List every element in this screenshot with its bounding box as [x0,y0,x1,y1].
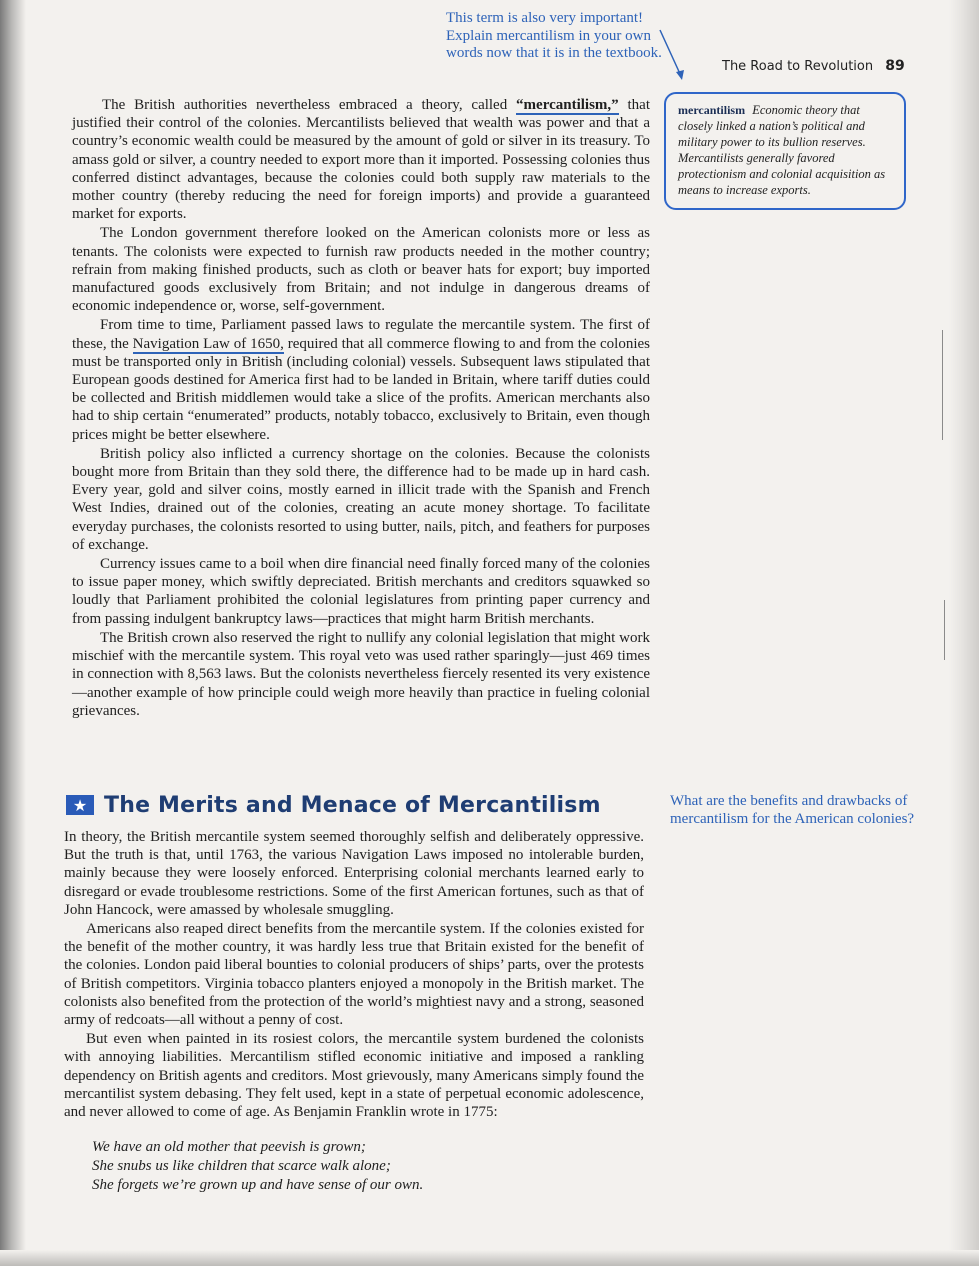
paragraph: But even when painted in its rosiest colors, the mercantile system burdened the colonists with annoying liabilities. Mercantilism stifled economic initiative and imposed a rankling dependency on British agents and creditors. Most grievously, many Americans simply found the mercantilist system debasing. They felt used, kept in a state of perpetual economic adolescence, and never allowed to come of age. As Benjamin Franklin wrote in 1775: [64,1031,644,1121]
poem-line: She forgets we’re grown up and have sense of our own. [92,1177,424,1193]
glossary-term: mercantilism [678,103,746,117]
section-body [64,828,644,1122]
arrow-icon [656,28,686,84]
body-text [72,96,650,720]
poem-quote [92,1138,592,1195]
text-run: The British authorities nevertheless embraced a theory, called [102,97,517,113]
section-title: The Merits and Menace of Mercantilism [104,792,601,818]
poem-line: We have an old mother that peevish is grown; [92,1139,366,1155]
page-bottom-shadow [0,1250,979,1266]
page-gutter-shadow [0,0,26,1266]
text-run: that justified their control of the colonies. Mercantilists believed that wealth was power and that a country’s economic wealth could be measured by the amount of gold or silver in its treasury. To amass gold or silver, a country needed to export more than it imported. Possessing colonies thus conferred distinct advantages, because the colonies could both supply raw materials to the mother country (thereby reducing the need for foreign imports) and provide a guaranteed market for exports. [72,97,650,223]
glossary-definition: Economic theory that closely linked a nation’s political and military power to its bullion reserves. Mercantilists generally favored protectionism and colonial acquisition as means to increase exports. [678,103,886,197]
paragraph: In theory, the British mercantile system seemed thoroughly selfish and deliberately oppressive. But the truth is that, until 1763, the various Navigation Laws imposed no intolerable burden, mainly because they were loosely enforced. Enterprising colonial merchants learned early to disregard or evade troublesome restrictions. Some of the first American fortunes, such as that of John Hancock, were amassed by wholesale smuggling. [64,829,644,918]
running-head [722,58,905,74]
star-icon: ★ [66,795,94,815]
handwritten-note: This term is also very important! Explain mercantilism in your own words now that it is in the textbook. [446,10,662,61]
page-edge-shadow [949,0,979,1266]
page-number: 89 [885,58,905,74]
margin-mark [944,600,945,660]
paragraph [72,316,650,443]
paragraph: The London government therefore looked on the American colonists more or less as tenants. The colonists were expected to furnish raw products needed in the mother country; refrain from making finished products, such as cloth or beaver hats for export; buy imported manufactured goods exclusively from Britain; and not indulge in dangerous dreams of economic independence or, worse, self-government. [72,225,650,315]
text-run: From time to time, Parliament passed laws to regulate the mercantile system. The first of these, the [72,317,650,352]
paragraph: The British crown also reserved the right to nullify any colonial legislation that might work mischief with the mercantile system. This royal veto was used rather sparingly—just 469 times in connection with 8,563 laws. But the colonists nevertheless fiercely resented its very existence—another example of how principle could weigh more heavily than practice in fueling colonial grievances. [72,629,650,719]
key-term-navigation-law: Navigation Law of 1650, [132,335,284,352]
paragraph: British policy also inflicted a currency shortage on the colonies. Because the colonists bought more from Britain than they sold there, the difference had to be made up in hard cash. Every year, gold and silver coins, mostly earned in illicit trade with the Spanish and French West Indies, drained out of the colonies, creating an acute money shortage. To facilitate everyday purchases, the colonists resorted to using butter, nails, pitch, and feathers for purposes of exchange. [72,445,650,553]
paragraph: Currency issues came to a boil when dire financial need finally forced many of the colonies to issue paper money, which swiftly depreciated. British merchants and creditors squawked so loudly that Parliament prohibited the colonial legislatures from printing paper currency and from passing indulgent bankruptcy laws—practices that might harm British merchants. [72,556,650,627]
section-heading [66,790,601,820]
glossary-box [664,92,906,210]
key-term-mercantilism: “mercantilism,” [516,97,619,113]
paragraph: Americans also reaped direct benefits from the mercantile system. If the colonies existed for the benefit of the mother country, it was hardly less true that Britain existed for the benefit of the colonies. London paid liberal bounties to colonial producers of ships’ parts, over the protests of British competitors. Virginia tobacco planters enjoyed a monopoly in the British market. The colonists also benefited from the protection of the world’s mightiest navy and a strong, seasoned army of redcoats—all without a penny of cost. [64,921,644,1029]
paragraph [72,96,650,223]
chapter-title: The Road to Revolution [722,59,874,74]
poem-line: She snubs us like children that scarce walk alone; [92,1158,391,1174]
margin-mark [942,330,943,440]
margin-question: What are the benefits and drawbacks of mercantilism for the American colonies? [670,793,915,827]
text-run: required that all commerce flowing to and from the colonies must be transported only in British (including colonial) vessels. Subsequent laws stipulated that European goods destined for America first had to be landed in Britain, where tariff duties could be collected and British middlemen would take a slice of the profits. American merchants also had to ship certain “enumerated” products, notably tobacco, exclusively to Britain, even though prices might be better elsewhere. [72,335,650,443]
